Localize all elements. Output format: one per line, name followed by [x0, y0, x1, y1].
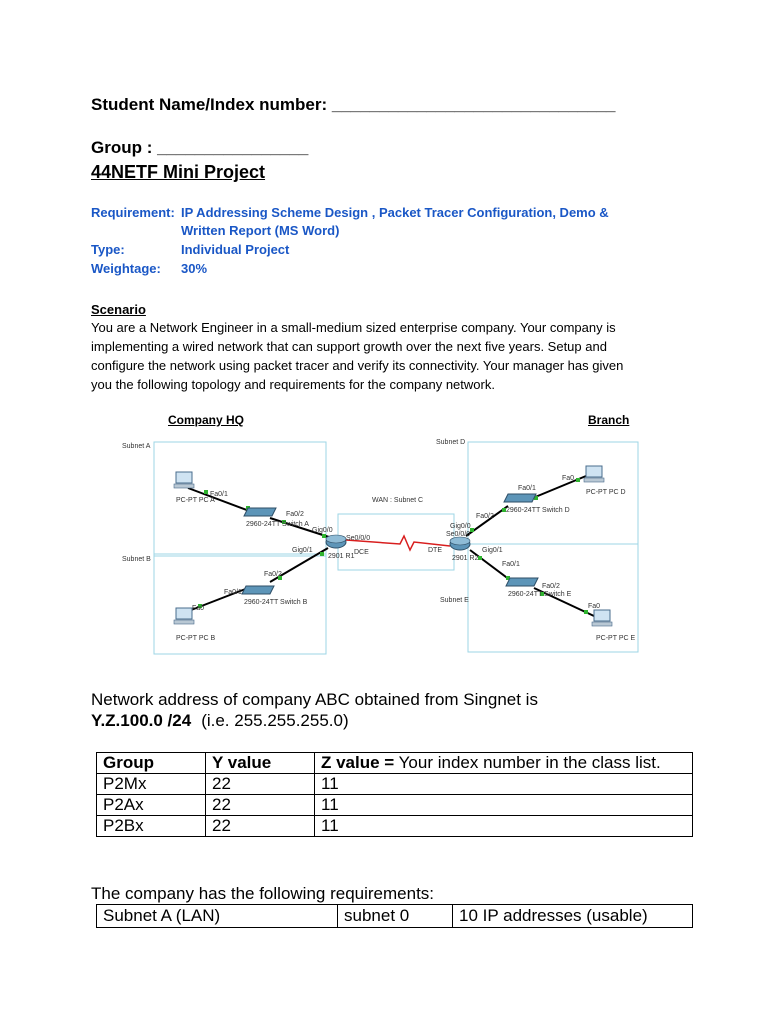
- switch-a-icon[interactable]: [244, 508, 276, 516]
- z-header-bold: Z value =: [321, 753, 395, 772]
- pc-a-label: PC-PT PC A: [176, 497, 215, 504]
- port-label: Gig0/1: [292, 547, 313, 554]
- network-address-value: [91, 711, 349, 731]
- port-label: Fa0: [192, 605, 205, 612]
- scenario-line: you the following topology and requirements for the company network.: [91, 377, 495, 392]
- table-cell: 11: [315, 774, 693, 795]
- table-cell: P2Bx: [97, 816, 206, 837]
- router-r2-label: 2901 R2: [452, 555, 479, 562]
- port-label: Fa0/2: [264, 571, 282, 578]
- group-table: [96, 752, 693, 837]
- port-label: Fa0/2: [286, 511, 304, 518]
- subnet-b-label: Subnet B: [122, 556, 151, 563]
- group-line: Group : ________________: [91, 138, 309, 157]
- pc-d-icon[interactable]: [584, 466, 604, 482]
- port-label: Fa0/1: [518, 485, 536, 492]
- switch-a-label: 2960-24TT Switch A: [246, 521, 309, 528]
- table-cell: Subnet A (LAN): [97, 905, 338, 928]
- table-cell: 10 IP addresses (usable): [453, 905, 693, 928]
- port-label: Gig0/0: [312, 527, 333, 534]
- table-cell: subnet 0: [338, 905, 453, 928]
- branch-label: Branch: [588, 413, 630, 427]
- port-label: Fa0/1: [210, 491, 228, 498]
- z-header-rest: Your index number in the class list.: [394, 753, 661, 772]
- pc-b-icon[interactable]: [174, 608, 194, 624]
- dce-label: DCE: [354, 549, 369, 556]
- table-header-cell: Y value: [206, 753, 315, 774]
- table-header-cell-z: [315, 753, 693, 774]
- weightage-label: Weightage:: [91, 261, 161, 276]
- switch-e-icon[interactable]: [506, 578, 538, 586]
- network-topology-diagram: [110, 432, 650, 660]
- port-label: Fa0: [562, 475, 575, 482]
- table-header-row: [97, 753, 693, 774]
- requirements-table: [96, 904, 693, 928]
- requirement-line1: IP Addressing Scheme Design , Packet Tracer Configuration, Demo &: [181, 205, 609, 220]
- table-row: [97, 816, 693, 837]
- table-cell: 22: [206, 795, 315, 816]
- scenario-line: implementing a wired network that can support growth over the next five years. Setup and: [91, 339, 607, 354]
- port-label: Fa0/1: [502, 561, 520, 568]
- port-label: Fa0/2: [542, 583, 560, 590]
- weightage-value: 30%: [181, 261, 208, 276]
- requirement-line2: Written Report (MS Word): [181, 223, 340, 238]
- table-cell: 22: [206, 816, 315, 837]
- table-row: [97, 774, 693, 795]
- table-cell: 11: [315, 816, 693, 837]
- table-row: [97, 905, 693, 928]
- network-mask: (i.e. 255.255.255.0): [201, 711, 349, 730]
- table-cell: 22: [206, 774, 315, 795]
- scenario-text: [91, 318, 691, 394]
- company-hq-label: Company HQ: [168, 413, 245, 427]
- port-label: Fa0/1: [224, 589, 242, 596]
- switch-d-icon[interactable]: [504, 494, 536, 502]
- project-title: 44NETF Mini Project: [91, 162, 266, 182]
- table-header-cell: Group: [97, 753, 206, 774]
- port-label: Fa0: [588, 603, 601, 610]
- subnet-e-label: Subnet E: [440, 597, 469, 604]
- switch-b-icon[interactable]: [242, 586, 274, 594]
- port-label: Se0/0/0: [346, 535, 371, 542]
- pc-e-label: PC-PT PC E: [596, 635, 636, 642]
- scenario-heading: Scenario: [91, 302, 146, 317]
- table-row: [97, 795, 693, 816]
- pc-a-icon[interactable]: [174, 472, 194, 488]
- subnet-d-label: Subnet D: [436, 439, 466, 446]
- port-label: Gig0/1: [482, 547, 503, 554]
- table-cell: P2Ax: [97, 795, 206, 816]
- scenario-line: configure the network using packet tracer and verify its connectivity. Your manager has given: [91, 358, 624, 373]
- switch-e-label: 2960-24TT Switch E: [508, 591, 572, 598]
- switch-b-label: 2960-24TT Switch B: [244, 599, 308, 606]
- port-label: Se0/0/0: [446, 531, 471, 538]
- port-label: Fa0/2: [476, 513, 494, 520]
- dte-label: DTE: [428, 547, 442, 554]
- pc-b-label: PC-PT PC B: [176, 635, 216, 642]
- wan-label: WAN : Subnet C: [372, 497, 424, 504]
- scenario-line: You are a Network Engineer in a small-medium sized enterprise company. Your company is: [91, 320, 616, 335]
- port-label: Gig0/0: [450, 523, 471, 530]
- wan-box: [338, 514, 454, 570]
- type-value: Individual Project: [181, 242, 290, 257]
- network-address-line: Network address of company ABC obtained from Singnet is: [91, 690, 538, 709]
- table-cell: P2Mx: [97, 774, 206, 795]
- subnet-a-label: Subnet A: [122, 443, 151, 450]
- pc-d-label: PC-PT PC D: [586, 489, 626, 496]
- network-address: Y.Z.100.0 /24: [91, 711, 192, 730]
- requirements-intro: The company has the following requirements:: [91, 884, 435, 903]
- router-r2-icon[interactable]: [450, 537, 470, 550]
- type-label: Type:: [91, 242, 125, 257]
- table-cell: 11: [315, 795, 693, 816]
- switch-d-label: 2960-24TT Switch D: [506, 507, 570, 514]
- router-r1-label: 2901 R1: [328, 553, 355, 560]
- student-name-line: Student Name/Index number: ______________________________: [91, 95, 616, 114]
- pc-e-icon[interactable]: [592, 610, 612, 626]
- requirement-label: Requirement:: [91, 205, 175, 220]
- router-r1-icon[interactable]: [326, 535, 346, 548]
